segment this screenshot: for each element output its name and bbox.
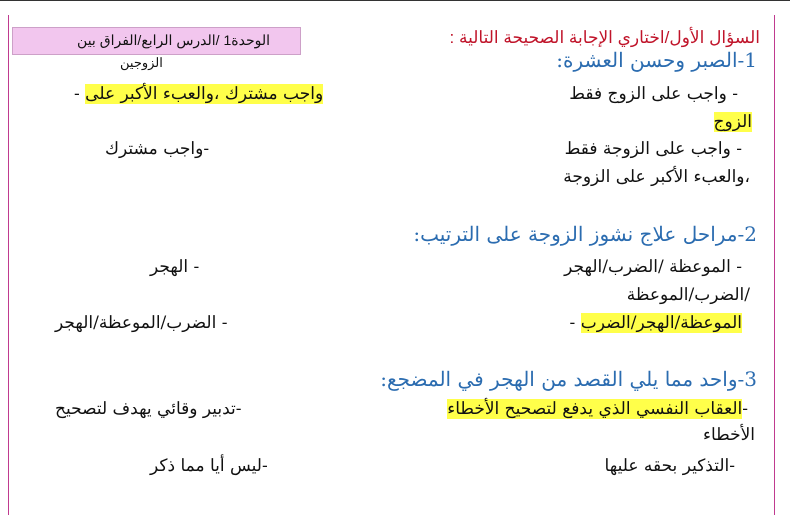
q1-option-d: -واجب مشترك [105,139,210,159]
q3-option-a: -العقاب النفسي الذي يدفع لتصحيح الأخطاء [447,399,748,419]
q3-option-c: -التذكير بحقه عليها [604,456,735,476]
q2-option-d: - الضرب/الموعظة/الهجر [55,313,228,333]
question-2: 2-مراحل علاج نشوز الزوجة على الترتيب: [413,222,757,246]
q2-option-a-cont: /الضرب/الموعظة [626,285,750,305]
unit-label-box [12,27,301,55]
q1-option-b-cont-highlight: الزوج [713,112,752,132]
q1-option-c: - واجب على الزوجة فقط [564,139,742,159]
q2-option-a: - الموعظة /الضرب/الهجر [564,257,742,277]
q2-option-c: الموعظة/الهجر/الضرب - [569,313,742,333]
q2-option-c-highlight: الموعظة/الهجر/الضرب [580,313,742,333]
q1-option-b-highlight: واجب مشترك ،والعبء الأكبر على [85,84,324,104]
q3-option-d: -ليس أيا مما ذكر [150,456,268,476]
q3-option-b: -تدبير وقائي يهدف لتصحيح [55,399,242,419]
question-1: 1-الصبر وحسن العشرة: [556,48,757,72]
q1-option-d-cont: ،والعبء الأكبر على الزوجة [563,167,750,187]
q1-option-b: واجب مشترك ،والعبء الأكبر على - [74,84,324,104]
unit-label: الوحدة1 /الدرس الرابع/الفراق بين [77,32,270,48]
q2-option-b: - الهجر [150,257,200,277]
question-3: 3-واحد مما يلي القصد من الهجر في المضجع: [380,367,757,391]
q1-option-a: - واجب على الزوج فقط [569,84,738,104]
section-title: السؤال الأول/اختاري الإجابة الصحيحة التالية : [449,28,760,47]
q3-option-a-cont: الأخطاء [702,425,755,445]
top-rule [0,0,790,1]
unit-label-continuation: الزوجين [120,55,163,70]
q3-option-a-highlight: العقاب النفسي الذي يدفع لتصحيح الأخطاء [447,399,743,419]
q1-option-b-cont [714,112,752,132]
